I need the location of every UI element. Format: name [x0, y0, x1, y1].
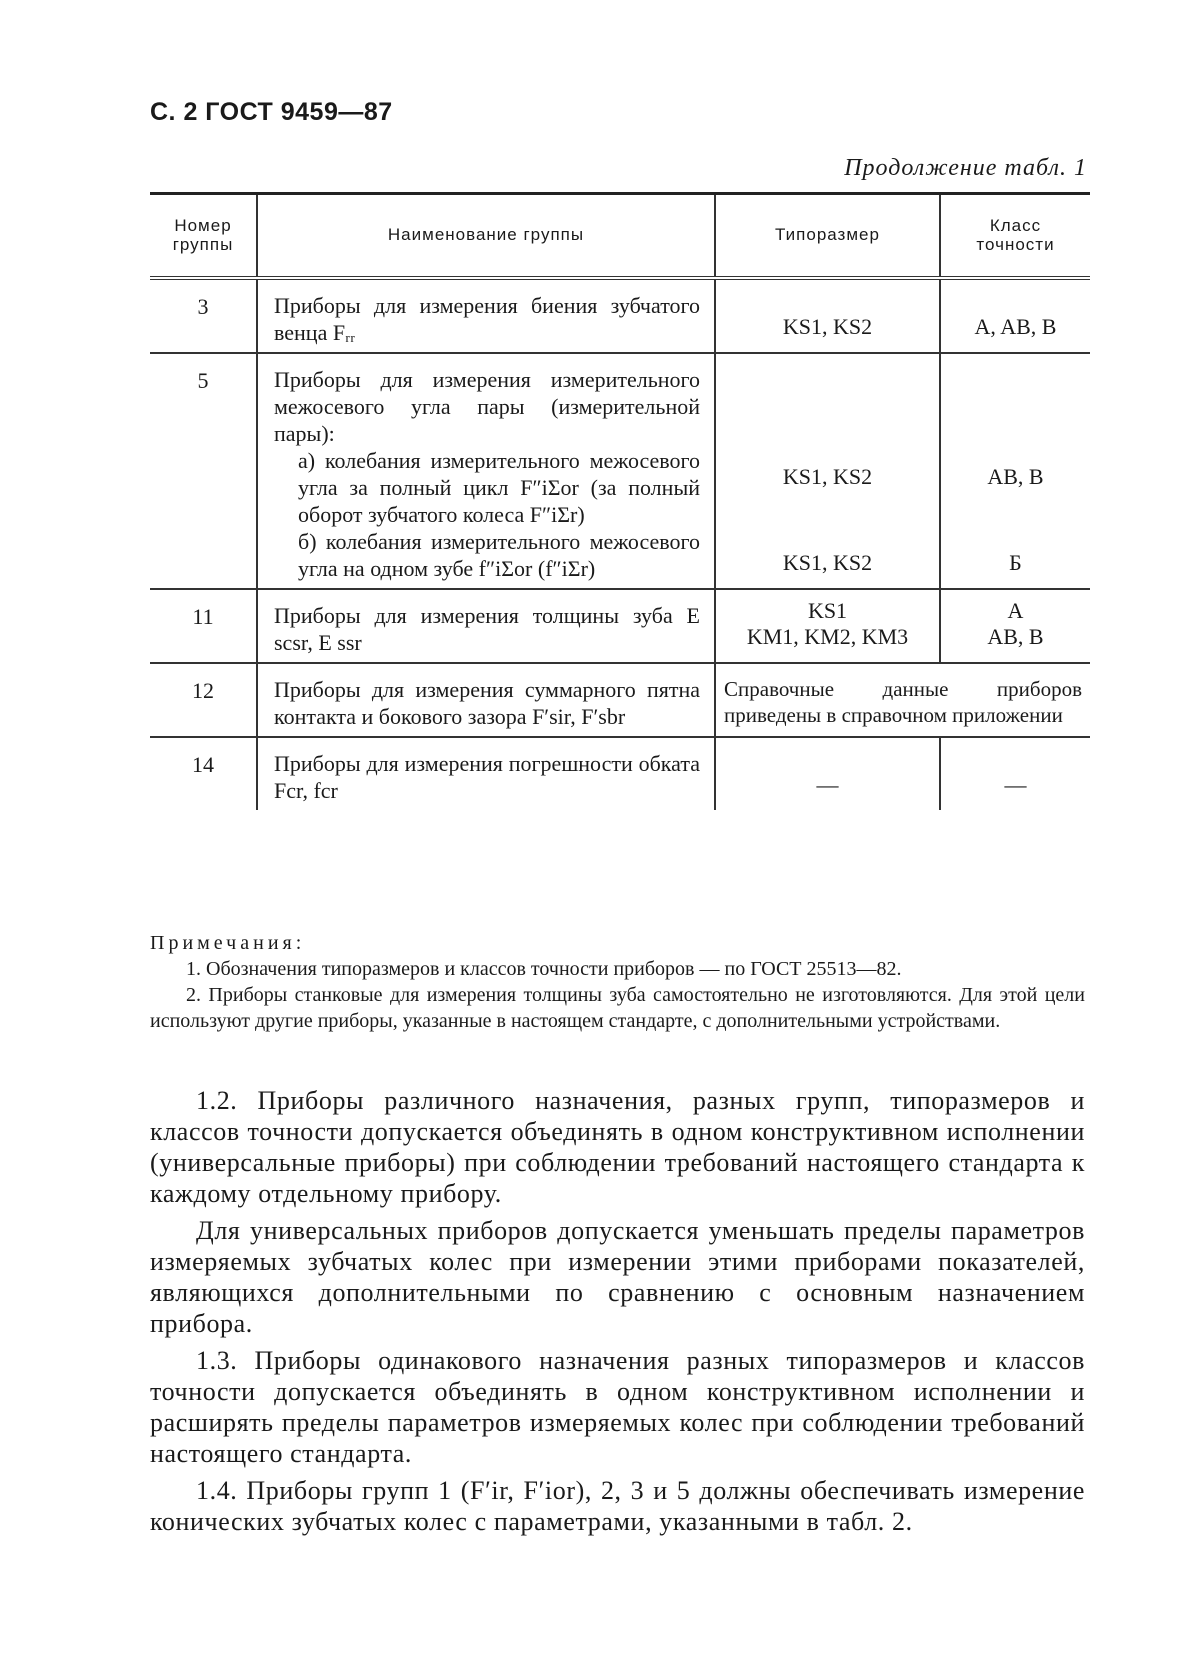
paragraph-1-3: 1.3. Приборы одинакового назначения разных типоразмеров и классов точности допускается объединять в одном конструктивном исполнении и расширять пределы параметров измеряемых колес при соблюдении требований настоящего стандарта.	[150, 1346, 1085, 1468]
row-class-b: Б	[1009, 549, 1022, 575]
col-header-group-number: Номер группы	[150, 194, 257, 278]
row-size	[715, 589, 940, 663]
paragraph-universal: Для универсальных приборов допускается уменьшать пределы параметров измеряемых зубчатых колес при измерении этими приборами показателей, являющихся дополнительными по сравнению с основным назначением прибора.	[150, 1216, 1085, 1338]
note-2: 2. Приборы станковые для измерения толщины зуба самостоятельно не изготовляются. Для этой цели используют другие приборы, указанные в настоящем стандарте, с дополнительными устройствами.	[150, 984, 1085, 1032]
paragraph-1-4: 1.4. Приборы групп 1 (F′ir, F′ior), 2, 3 и 5 должны обеспечивать измерение конических зубчатых колес с параметрами, указанными в табл. 2.	[150, 1476, 1085, 1536]
row-name: Приборы для измерения толщины зуба E scsr, E ssr	[257, 589, 715, 663]
row-number: 3	[150, 278, 257, 353]
row-reference-note: Справочные данные приборов приведены в справочном приложении	[715, 663, 1090, 737]
note-1: 1. Обозначения типоразмеров и классов точности приборов — по ГОСТ 25513—82.	[186, 958, 902, 980]
table-row	[150, 663, 1090, 737]
row-size-2: KM1, KM2, KM3	[746, 623, 909, 649]
body-text	[150, 1085, 1085, 1537]
row-class-2: AB, B	[987, 623, 1044, 649]
notes-title: Примечания:	[150, 932, 306, 954]
row-number: 14	[192, 751, 214, 777]
table-header-row	[150, 194, 1090, 278]
table-notes	[150, 930, 1085, 1034]
row-class: A, AB, B	[940, 278, 1090, 353]
row-class	[940, 353, 1090, 589]
instrument-groups-table	[150, 192, 1090, 810]
col-header-size: Типоразмер	[715, 194, 940, 278]
row-number: 5	[150, 353, 257, 589]
row-size-1: KS1	[807, 597, 848, 623]
row-size: KS1, KS2	[715, 278, 940, 353]
row-class	[940, 589, 1090, 663]
table-row	[150, 737, 1090, 810]
row-number: 11	[150, 589, 257, 663]
col-header-accuracy-class: Класс точности	[940, 194, 1090, 278]
paragraph-1-2: 1.2. Приборы различного назначения, разных групп, типоразмеров и классов точности допускается объединять в одном конструктивном исполнении (универсальные приборы) при соблюдении требований настоящего стандарта к каждому отдельному прибору.	[150, 1086, 1085, 1208]
row-size-b: KS1, KS2	[782, 549, 873, 575]
row-class: —	[940, 737, 1090, 810]
row-name	[257, 353, 715, 589]
row-name-line: Приборы для измерения измерительного межосевого угла пары (измерительной пары):	[274, 366, 700, 446]
row-name: Приборы для измерения суммарного пятна контакта и бокового зазора F′sir, F′sbr	[257, 663, 715, 737]
page-header: С. 2 ГОСТ 9459—87	[150, 98, 393, 126]
row-class-1: A	[1007, 597, 1024, 623]
table-continuation-label: Продолжение табл. 1	[844, 155, 1087, 181]
row-number: 12	[150, 663, 257, 737]
row-size	[715, 353, 940, 589]
row-size: —	[715, 737, 940, 810]
col-header-group-name: Наименование группы	[257, 194, 715, 278]
row-class-a: AB, B	[987, 463, 1044, 489]
row-name: Приборы для измерения погрешности обката Fcr, fcr	[257, 737, 715, 810]
table-row	[150, 589, 1090, 663]
row-name: Приборы для измерения биения зубчатого венца Fᵣᵣ	[257, 278, 715, 353]
row-name-line: б) колебания измерительного межосевого угла на одном зубе f″iΣor (f″iΣr)	[298, 528, 700, 581]
row-name-line: а) колебания измерительного межосевого угла за полный цикл F″iΣor (за полный оборот зубчатого колеса F″iΣr)	[298, 447, 700, 527]
table-row	[150, 278, 1090, 353]
row-size-a: KS1, KS2	[782, 463, 873, 489]
table-row	[150, 353, 1090, 589]
